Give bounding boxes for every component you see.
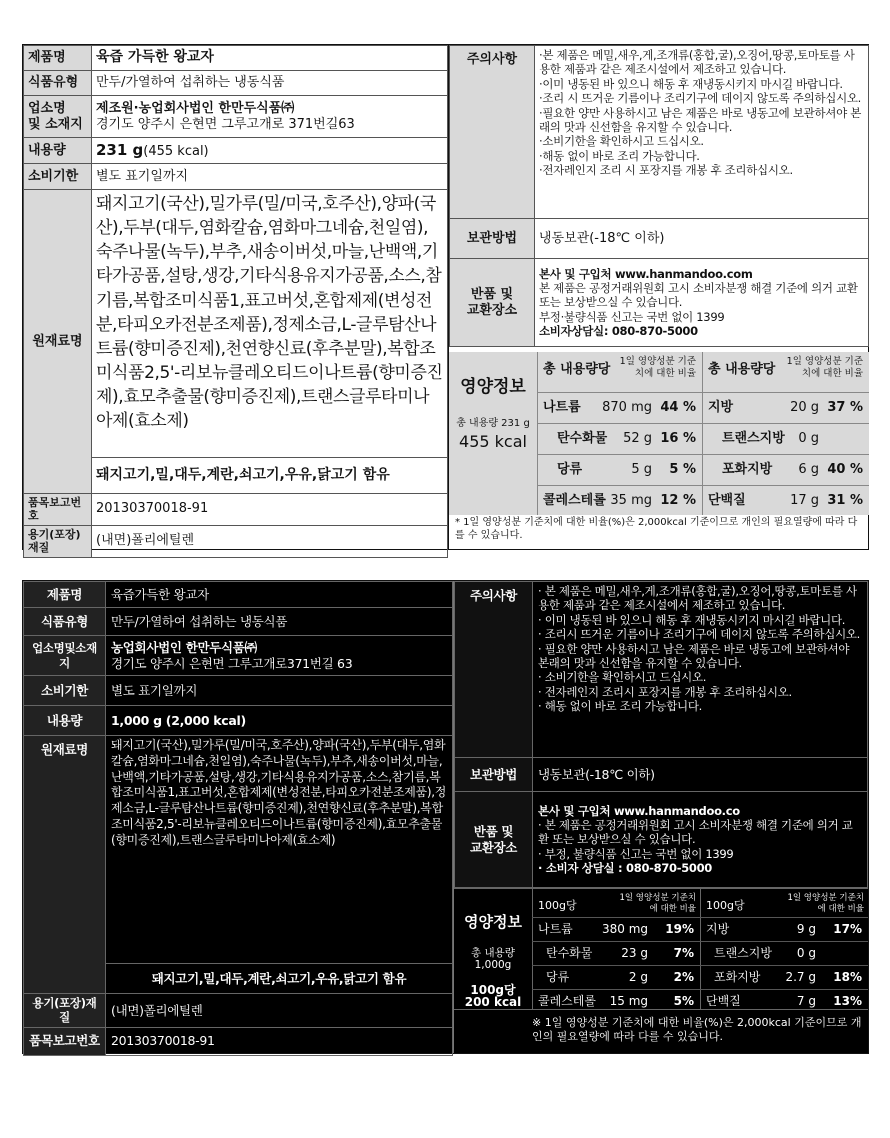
caution-item: · 해동 없이 바로 조리 가능합니다. [538, 699, 703, 713]
nutrient-name: 콜레스테롤 [538, 994, 596, 1008]
exchange-line: · 소비자 상담실 : 080-870-5000 [538, 861, 712, 876]
nutrient-amount: 0 g [798, 431, 819, 446]
caution-item: ·본 제품은 메밀,새우,게,조개류(홍합,굴),오징어,땅콩,토마토를 사용한 제품과 같은 제조시설에서 제조하고 있습니다. [539, 48, 855, 77]
nutrition-header: 총 내용량당 [708, 362, 776, 377]
nutrient-amount: 2 g [628, 970, 648, 984]
nutrition-header: 총 내용량당 [543, 362, 611, 377]
packaging-label: 용기(포장)재질 [24, 994, 106, 1028]
report-no-label: 품목보고번호 [24, 494, 92, 526]
nutrition-footnote: ※ 1일 영양성분 기준치에 대한 비율(%)은 2,000kcal 기준이므로 개인의 필요열량에 따라 다를 수 있습니다. [532, 1016, 862, 1044]
exchange-line: · 부정, 불량식품 신고는 국번 없이 1399 [538, 846, 734, 861]
nutrition-total: 총 내용량 [471, 947, 515, 959]
nutrient-percent: 13% [833, 994, 862, 1008]
ingredients-label: 원재료명 [24, 736, 106, 994]
nutrient-name: 포화지방 [722, 462, 773, 477]
nutrient-amount: 7 g [796, 994, 816, 1008]
company-value [92, 96, 448, 138]
packaging-value: (내면)폴리에틸렌 [106, 994, 453, 1028]
content-value [92, 138, 448, 164]
exchange-line: 본 제품은 공정거래위원회 고시 소비자분쟁 해결 기준에 의거 교환 또는 보상받으실 수 있습니다. [539, 280, 858, 310]
nutrition-kcal: 200 kcal [464, 995, 522, 1009]
nutrient-amount: 15 mg [609, 994, 648, 1008]
company-label: 업소명및소재지 [24, 636, 106, 676]
nutrient-row [532, 941, 700, 965]
nutrient-name: 당류 [557, 462, 583, 477]
report-no-value: 20130370018-91 [106, 1027, 453, 1055]
company-label-line2: 및 소재지 [28, 116, 83, 132]
exchange-label-line2: 교환장소 [469, 839, 518, 855]
exchange-label [455, 792, 533, 888]
nutrition-title-cell [449, 352, 538, 515]
exchange-label-line2: 교환장소 [466, 302, 518, 318]
food-type-label: 식품유형 [24, 608, 106, 636]
nutrient-percent: 7% [673, 946, 694, 960]
product-name-value: 육즙가득한 왕교자 [106, 582, 453, 608]
nutrition-rows-right [700, 917, 868, 1013]
ingredients-value [92, 190, 448, 458]
ingredients-text: 돼지고기(국산),밀가루(밀/미국,호주산),양파(국산),두부(대두,염화칼슘,염화마그네슘,천일염),숙주나물(녹두),부추,새송이버섯,마늘,난백액,기타가공품,설탕,생강,기타식용유지가공품,소스,참기름,복합조미식품1,표고버섯,혼합제제(변성전분,타피오카전분조제품),정제소금,L-글루탐산나트륨(향미증진제),천연향신료(후추분말),복합조미식품2,5'-리보뉴클레오티드이나트륨(향미증진제),효모추출물(향미증진제),트랜스글루타미나아제(효소제) [111, 738, 447, 847]
packaging-label: 용기(포장)재질 [24, 525, 92, 557]
nutrient-amount: 9 g [796, 922, 816, 936]
nutrient-amount: 0 g [796, 946, 816, 960]
nutrient-amount: 2.7 g [785, 970, 816, 984]
nutrition-footnote-cell [454, 1009, 868, 1055]
nutrient-percent: 37 % [827, 400, 863, 415]
nutrition-kcal: 455 kcal [459, 432, 527, 451]
nutrient-name: 당류 [546, 970, 570, 984]
nutrient-amount: 23 g [621, 946, 648, 960]
nutrition-label-light [22, 44, 869, 555]
nutrient-amount: 5 g [631, 462, 652, 477]
nutrient-row [702, 423, 869, 454]
company-label [24, 96, 92, 138]
storage-label: 보관방법 [455, 758, 533, 792]
product-info-table [23, 45, 448, 555]
caution-item: · 전자레인지 조리시 포장지를 개봉 후 조리하십시오. [538, 684, 792, 699]
exchange-line: 본사 및 구입처 www.hanmandoo.com [539, 266, 753, 281]
nutrient-row [700, 941, 868, 965]
expiry-label: 소비기한 [24, 676, 106, 706]
exchange-line: 소비자상담실: 080-870-5000 [539, 324, 698, 339]
cautions-table [448, 45, 869, 549]
nutrition-total: 총 내용량 231 g [456, 418, 530, 429]
company-name: 농업회사법인 한만두식품㈜ [111, 639, 257, 655]
exchange-label-line1: 반품 및 [473, 823, 514, 839]
nutrition-grid [537, 352, 869, 515]
caution-item: ·전자레인지 조리 시 포장지를 개봉 후 조리하십시오. [539, 163, 793, 177]
nutrient-row [700, 917, 868, 941]
nutrient-amount: 870 mg [602, 400, 652, 415]
company-name: 제조원·농업회사법인 한만두식품㈜ [96, 100, 295, 116]
expiry-value: 별도 표기일까지 [92, 164, 448, 190]
content-label: 내용량 [24, 138, 92, 164]
packaging-value: (내면)폴리에틸렌 [92, 525, 448, 557]
caution-item: · 본 제품은 메밀,새우,게,조개류(홍합,굴),오징어,땅콩,토마토를 사용한 제품과 같은 제조시설에서 제조하고 있습니다. [538, 584, 857, 613]
nutrient-row [700, 965, 868, 989]
company-address: 경기도 양주시 은현면 그루고개로371번길 63 [111, 655, 353, 671]
product-name-value: 육즙 가득한 왕교자 [92, 46, 448, 71]
exchange-label-line1: 반품 및 [470, 286, 514, 302]
nutrient-row [532, 965, 700, 989]
nutrition-title: 영양정보 [464, 913, 522, 931]
nutrition-rows-left [532, 917, 700, 1013]
nutrient-percent: 44 % [660, 400, 696, 415]
nutrition-header-ratio: 1일 영양성분 기준치에 대한 비율 [619, 893, 696, 914]
caution-item: ·필요한 양만 사용하시고 남은 제품은 바로 냉동고에 보관하셔야 본래의 맛과 신선함을 유지할 수 있습니다. [539, 105, 862, 134]
nutrition-col-left [532, 889, 701, 1009]
nutrient-name: 트랜스지방 [722, 431, 785, 446]
nutrition-title: 영양정보 [460, 377, 526, 397]
nutrient-percent: 31 % [827, 493, 863, 508]
exchange-line: 부정·불량식품 신고는 국번 없이 1399 [539, 309, 725, 324]
expiry-label: 소비기한 [24, 164, 92, 190]
nutrient-name: 탄수화물 [546, 946, 593, 960]
nutrition-title-cell [454, 889, 533, 1009]
food-type-value: 만두/가열하여 섭취하는 냉동식품 [92, 71, 448, 96]
caution-item: ·조리 시 뜨거운 기름이나 조리기구에 데이지 않도록 주의하십시오. [539, 91, 862, 106]
allergen-value: 돼지고기,밀,대두,계란,쇠고기,우유,닭고기 함유 [92, 458, 448, 494]
nutrient-percent: 19% [665, 922, 694, 936]
nutrient-amount: 52 g [623, 431, 652, 446]
nutrient-row [532, 917, 700, 941]
nutrient-row [537, 454, 702, 485]
ingredients-label: 원재료명 [24, 190, 92, 494]
caution-item: ·이미 냉동된 바 있으니 해동 후 재냉동시키지 마시길 바랍니다. [539, 76, 843, 91]
exchange-value [533, 792, 868, 888]
exchange-line: · 본 제품은 공정거래위원회 고시 소비자분쟁 해결 기준에 의거 교환 또는 보상받으실 수 있습니다. [538, 817, 853, 847]
nutrition-header-ratio: 1일 영양성분 기준치에 대한 비율 [619, 356, 696, 380]
nutrient-amount: 6 g [798, 462, 819, 477]
nutrition-footnote: * 1일 영양성분 기준치에 대한 비율(%)은 2,000kcal 기준이므로 개인의 필요열량에 따라 다를 수 있습니다. [455, 517, 858, 541]
caution-item: · 소비기한을 확인하시고 드십시오. [538, 670, 707, 685]
cautions-list [535, 46, 869, 219]
report-no-label: 품목보고번호 [24, 1027, 106, 1055]
cautions-list [533, 582, 868, 758]
product-name-label: 제품명 [24, 46, 92, 71]
nutrition-col-right [700, 889, 868, 1009]
nutrient-name: 트랜스지방 [714, 946, 772, 960]
nutrition-header-ratio: 1일 영양성분 기준치에 대한 비율 [787, 893, 864, 914]
nutrient-name: 나트륨 [538, 922, 573, 936]
nutrient-percent: 2% [673, 970, 694, 984]
product-info-table-dark [23, 581, 453, 1053]
nutrient-name: 지방 [706, 922, 730, 936]
nutrition-panel-dark [454, 888, 868, 1054]
company-label-line1: 업소명 [28, 100, 66, 116]
nutrition-panel [449, 352, 869, 515]
nutrition-rows-right [702, 392, 869, 516]
storage-value: 냉동보관(-18℃ 이하) [533, 758, 868, 792]
storage-value: 냉동보관(-18℃ 이하) [535, 219, 869, 259]
nutrition-rows-left [537, 392, 702, 516]
nutrient-row [537, 392, 702, 423]
nutrient-percent: 5% [673, 994, 694, 1008]
nutrient-percent: 16 % [660, 431, 696, 446]
nutrient-percent: 17% [833, 922, 862, 936]
nutrient-name: 나트륨 [543, 400, 581, 415]
nutrient-percent: 12 % [660, 493, 696, 508]
product-name-label: 제품명 [24, 582, 106, 608]
company-address: 경기도 양주시 은현면 그루고개로 371번길63 [96, 116, 355, 132]
nutrition-col-left [537, 352, 703, 515]
cautions-label: 주의사항 [450, 46, 535, 219]
nutrient-amount: 35 mg [610, 493, 652, 508]
food-type-value: 만두/가열하여 섭취하는 냉동식품 [106, 608, 453, 636]
caution-item: ·해동 없이 바로 조리 가능합니다. [539, 148, 700, 163]
allergen-value: 돼지고기,밀,대두,계란,쇠고기,우유,닭고기 함유 [106, 964, 453, 994]
food-type-label: 식품유형 [24, 71, 92, 96]
nutrient-name: 포화지방 [714, 970, 761, 984]
caution-item: · 이미 냉동된 바 있으니 해동 후 재냉동시키지 마시길 바랍니다. [538, 612, 846, 627]
exchange-value [535, 259, 869, 347]
nutrition-total-amount: 1,000g [474, 959, 512, 971]
nutrient-name: 콜레스테롤 [543, 493, 606, 508]
caution-item: · 필요한 양만 사용하시고 남은 제품은 바로 냉동고에 보관하셔야 본래의 맛과 신선함을 유지할 수 있습니다. [538, 641, 850, 670]
ingredients-value [106, 736, 453, 964]
content-kcal: (455 kcal) [143, 144, 209, 160]
exchange-line: 본사 및 구입처 www.hanmandoo.co [538, 803, 740, 818]
content-weight: 231 g [96, 141, 144, 160]
report-no-value: 20130370018-91 [92, 494, 448, 526]
nutrient-row [537, 485, 702, 516]
nutrient-row [537, 423, 702, 454]
nutrient-amount: 17 g [790, 493, 819, 508]
cautions-label: 주의사항 [455, 582, 533, 758]
company-value [106, 636, 453, 676]
caution-item: ·소비기한을 확인하시고 드십시오. [539, 134, 704, 149]
nutrient-name: 단백질 [708, 493, 746, 508]
exchange-label [450, 259, 535, 347]
storage-label: 보관방법 [450, 219, 535, 259]
nutrition-header-ratio: 1일 영양성분 기준치에 대한 비율 [786, 356, 863, 380]
nutrient-row [702, 392, 869, 423]
nutrient-name: 탄수화물 [557, 431, 608, 446]
nutrient-name: 단백질 [706, 994, 741, 1008]
cautions-table-dark [453, 581, 868, 1053]
nutrition-header: 100g당 [706, 899, 745, 912]
expiry-value: 별도 표기일까지 [106, 676, 453, 706]
nutrient-percent: 5 % [669, 462, 696, 477]
nutrient-row [702, 485, 869, 516]
content-value: 1,000 g (2,000 kcal) [106, 706, 453, 736]
nutrient-percent: 18% [833, 970, 862, 984]
nutrient-amount: 20 g [790, 400, 819, 415]
nutrition-header: 100g당 [538, 899, 577, 912]
nutrition-label-dark [22, 580, 869, 1054]
ingredients-text: 돼지고기(국산),밀가루(밀/미국,호주산),양파(국산),두부(대두,염화칼슘,염화마그네슘,천일염),숙주나물(녹두),부추,새송이버섯,마늘,난백액,기타가공품,설탕,생강,기타식용유지가공품,소스,참기름,복합조미식품1,표고버섯,혼합제제(변성전분,타피오카전분조제품),정제소금,L-글루탐산나트륨(향미증진제),천연향신료(후추분말),복합조미식품2,5'-리보뉴클레오티드이나트륨(향미증진제),효모추출물(향미증진제),트랜스글루타미나아제(효소제) [96, 194, 443, 432]
nutrient-percent: 40 % [827, 462, 863, 477]
nutrition-per: 100g당 [470, 983, 516, 997]
content-label: 내용량 [24, 706, 106, 736]
nutrient-name: 지방 [708, 400, 734, 415]
nutrition-col-right [702, 352, 869, 515]
nutrient-row [702, 454, 869, 485]
nutrient-amount: 380 mg [601, 922, 648, 936]
caution-item: · 조리시 뜨거운 기름이나 조리기구에 데이지 않도록 주의하십시오. [538, 627, 861, 642]
